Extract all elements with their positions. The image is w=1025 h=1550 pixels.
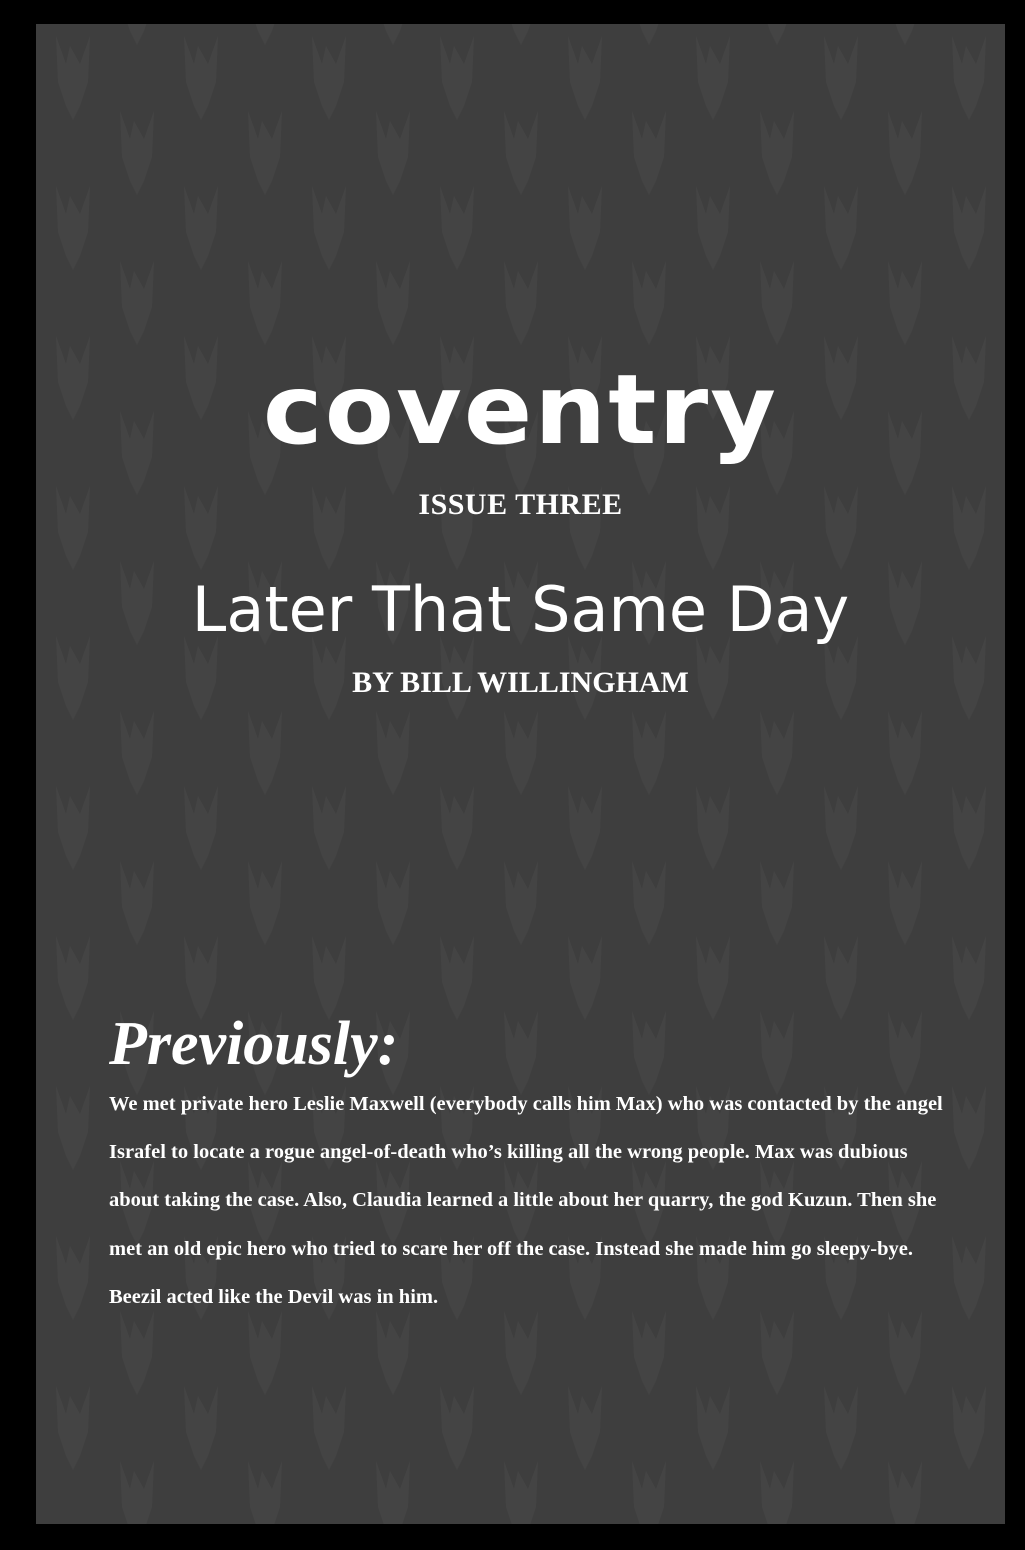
story-title: Later That Same Day <box>191 573 850 646</box>
page <box>36 24 1005 1524</box>
issue-number: ISSUE THREE <box>418 488 623 521</box>
previously-heading: Previously: <box>109 1010 399 1078</box>
series-logo: coventry <box>262 354 779 466</box>
byline: BY BILL WILLINGHAM <box>352 666 689 699</box>
previously-summary: We met private hero Leslie Maxwell (everybody calls him Max) who was contacted by the angel Israfel to locate a rogue angel-of-death who’s killing all the wrong people. Max was dubious about taking the case. Also, Claudia learned a little about her quarry, the god Kuzun. Then she met an old epic hero who tried to scare her off the case. Instead she made him go sleepy-bye. Beezil acted like the Devil was in him. <box>109 1093 943 1308</box>
